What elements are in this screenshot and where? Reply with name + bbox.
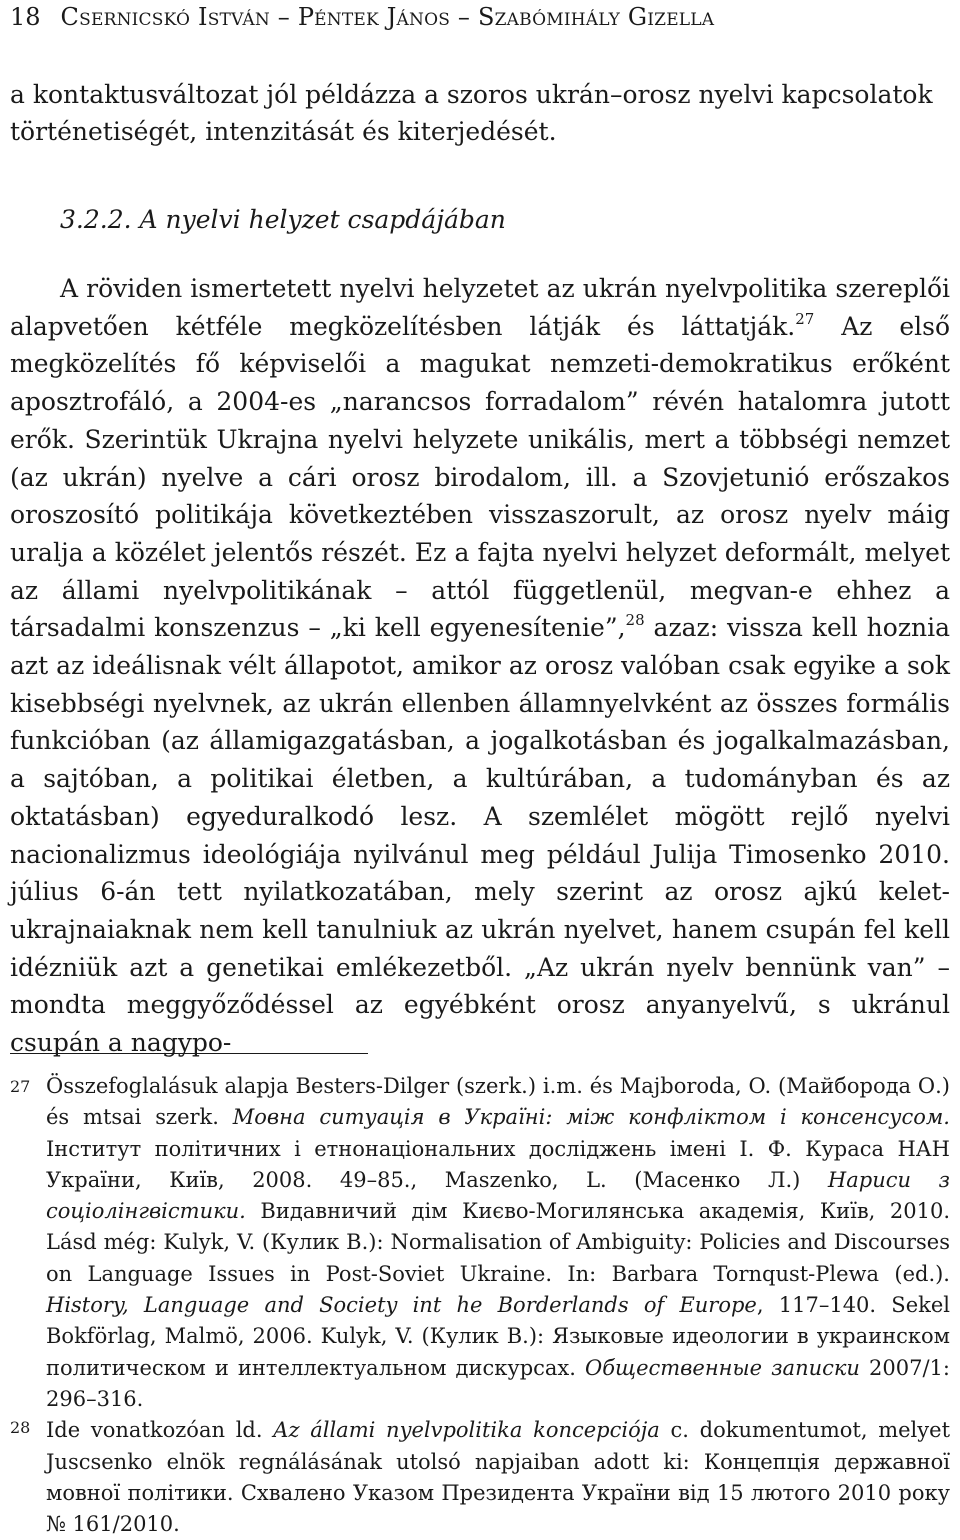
running-head-authors: Csernicskó István – Péntek János – Szabómihály Gizella: [60, 3, 715, 31]
footnote-27: [10, 1071, 950, 1415]
footnote-divider: [10, 1053, 368, 1054]
main-paragraph: [10, 270, 950, 1062]
footnote-text: c. dokumentumot, melyet Juscsenko elnök regnálásának utolsó napjaiban adott ki: Концепція державної мовної політики. Схвалено Указом Президента України від 15 лютого 2010 року № 161/2010.: [46, 1418, 951, 1537]
footnote-italic-title: Общественные записки: [585, 1355, 860, 1380]
page-number: 18: [10, 3, 41, 31]
footnote-text: Ide vonatkozóan ld.: [46, 1418, 274, 1443]
footnote-ref-27[interactable]: 27: [795, 309, 815, 328]
footnote-text: 2007/1: 296–316.: [46, 1355, 950, 1411]
intro-paragraph: a kontaktusváltozat jól példázza a szoros ukrán–orosz nyelvi kapcsolatok történetiségét, intenzitását és kiterjedését.: [10, 80, 933, 146]
footnote-text: Інститут політичних і етнонаціональних досліджень імені І. Ф. Кураса НАН України, Київ, 2008. 49–85., Maszenko, L. (Масенко Л.): [46, 1136, 950, 1192]
main-text-1: A röviden ismertetett nyelvi helyzetet az ukrán nyelvpolitika szereplői alapvetően kétféle megközelítésben látják és láttatják.: [10, 274, 950, 341]
footnote-number: 27: [10, 1077, 31, 1096]
footnote-number: 28: [10, 1418, 31, 1438]
section-heading: 3.2.2. A nyelvi helyzet csapdájában: [60, 205, 506, 234]
footnote-28: [10, 1415, 950, 1540]
footnotes: [10, 1071, 950, 1540]
main-text-3: azaz: vissza kell hoznia azt az ideálisnak vélt állapotot, amikor az orosz valóban csak egyike a sok kisebbségi nyelvnek, az ukrán ellenben államnyelvként az összes formális funkcióban (az államigazgatásban, a jogalkotásban és jogalkalmazásban, a sajtóban, a politikai életben, a kultúrában, a tudományban és az oktatásban) egyeduralkodó lesz. A szemlélet mögött rejlő nyelvi nacionalizmus ideológiája nyilvánul meg például Julija Timosenko 2010. július 6-án tett nyilatkozatában, mely szerint az orosz ajkú kelet-ukrajnaiaknak nem kell tanulniuk az ukrán nyelvet, hanem csupán fel kell idézniük azt a genetikai emlékezetből. „Az ukrán nyelv bennünk van” – mondta meggyőződéssel az egyébként orosz anyanyelvű, s ukránul csupán a nagypo-: [10, 613, 950, 1058]
footnote-italic-title: Нариси з соціолінгвістики.: [46, 1167, 951, 1224]
footnote-italic-title: Az állami nyelvpolitika koncepciója: [273, 1418, 660, 1443]
footnote-italic-title: History, Language and Society int he Borderlands of Europe: [46, 1293, 757, 1318]
footnote-italic-title: Мовна ситуація в Україні: між конфліктом і консенсусом.: [232, 1105, 950, 1130]
footnote-text: , 117–140. Sekel Bokförlag, Malmö, 2006. Kulyk, V. (Кулик В.): Языковые идеологии в украинском политическом и интеллектуальном дискурсах.: [46, 1293, 950, 1380]
footnote-text: Összefoglalásuk alapja Besters-Dilger (szerk.) i.m. és Majboroda, O. (Майборода О.) és mtsai szerk.: [46, 1074, 950, 1130]
main-text-2: Az első megközelítés fő képviselői a magukat nemzeti-demokratikus erőként aposztrofáló, a 2004-es „narancsos forradalom” révén hatalomra jutott erők. Szerintük Ukrajna nyelvi helyzete unikális, mert a többségi nemzet (az ukrán) nyelve a cári orosz birodalom, ill. a Szovjetunió erőszakos oroszosító politikája következtében visszaszorult, az orosz nyelv máig uralja a közélet jelentős részét. Ez a fajta nyelvi helyzet deformált, melyet az állami nyelvpolitikának – attól függetlenül, megvan-e ehhez a társadalmi konszenzus – „ki kell egyenesítenie”,: [10, 311, 950, 643]
footnote-ref-28[interactable]: 28: [625, 611, 645, 630]
footnote-text: Видавничий дім Києво-Могилянська академія, Київ, 2010. Lásd még: Kulyk, V. (Кулик В.): Normalisation of Ambiguity: Policies and Discourses on Language Issues in Post-Soviet Ukraine. In: Barbara Tornqust-Plewa (ed.).: [46, 1199, 950, 1286]
running-head: [10, 2, 950, 32]
